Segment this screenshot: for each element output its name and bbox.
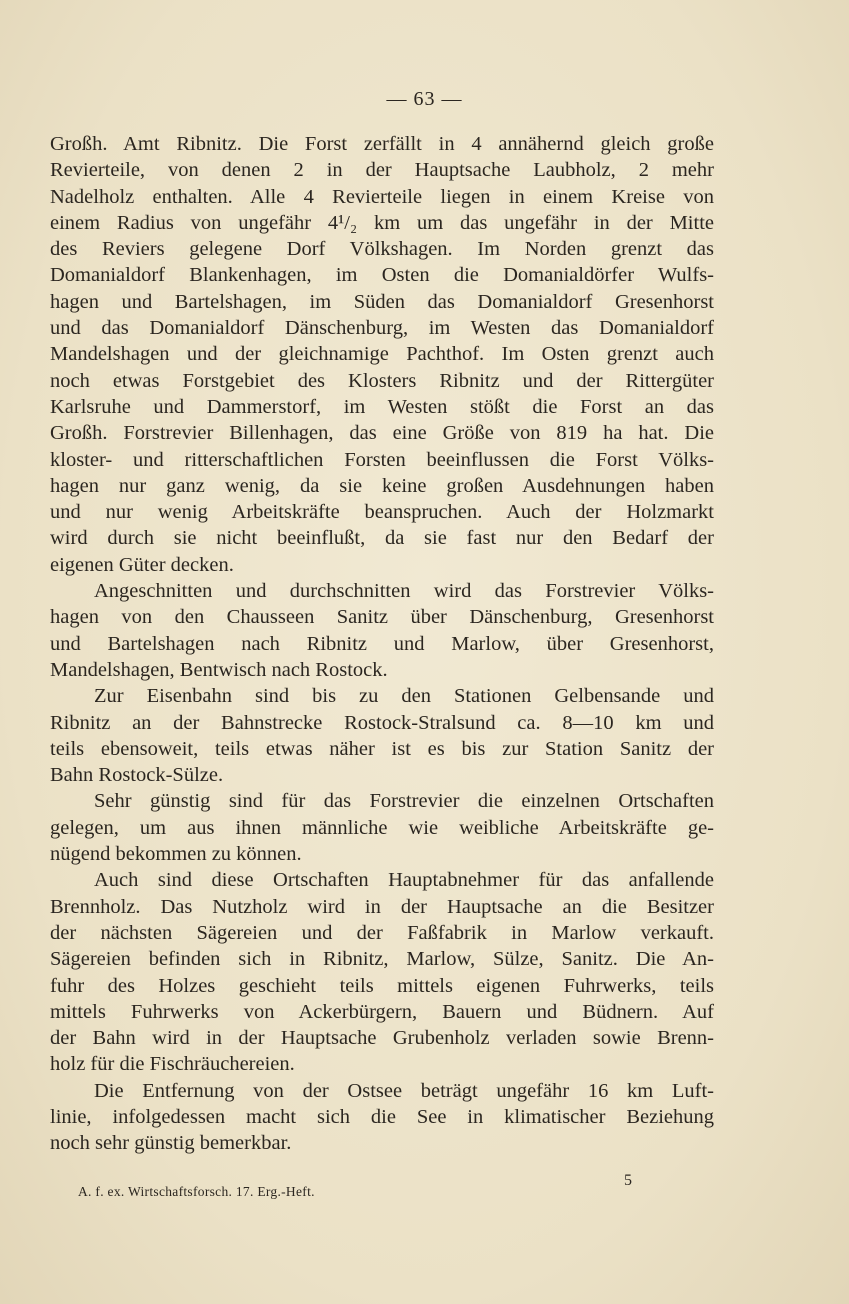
text-line: mittels Fuhrwerks von Ackerbürgern, Bauern und Büdnern. Auf [50,1000,714,1023]
text-line: Bahn Rostock-Sülze. [50,764,224,787]
text-line: Revierteile, von denen 2 in der Hauptsache Laubholz, 2 mehr [50,159,714,182]
text-line: Sägereien befinden sich in Ribnitz, Marlow, Sülze, Sanitz. Die An- [50,948,714,971]
text-line: linie, infolgedessen macht sich die See in klimatischer Beziehung [50,1105,714,1128]
text-line: eigenen Güter decken. [50,553,234,576]
text-line: und das Domanialdorf Dänschenburg, im Westen das Domanialdorf [50,317,714,340]
footer-sheet-number: 5 [624,1172,632,1189]
text-line: Großh. Forstrevier Billenhagen, das eine Größe von 819 ha hat. Die [50,422,714,445]
body-text [50,131,714,1157]
text-line: einem Radius von ungefähr 4¹/₂ km um das ungefähr in der Mitte [50,211,714,234]
text-line: Zur Eisenbahn sind bis zu den Stationen Gelbensande und [94,685,714,708]
text-line: der nächsten Sägereien und der Faßfabrik in Marlow verkauft. [50,921,714,944]
text-line: gelegen, um aus ihnen männliche wie weibliche Arbeitskräfte ge- [50,816,714,839]
text-line: Ribnitz an der Bahnstrecke Rostock-Stralsund ca. 8—10 km und [50,711,714,734]
text-line: Mandelshagen und der gleichnamige Pachthof. Im Osten grenzt auch [50,343,714,366]
text-line: Sehr günstig sind für das Forstrevier die einzelnen Ortschaften [94,790,714,813]
page-number-header: — 63 — [386,88,463,110]
text-line: wird durch sie nicht beeinflußt, da sie fast nur den Bedarf der [50,527,714,550]
text-line: Die Entfernung von der Ostsee beträgt ungefähr 16 km Luft- [94,1079,714,1102]
text-line: noch etwas Forstgebiet des Klosters Ribnitz und der Rittergüter [50,369,714,392]
text-line: teils ebensoweit, teils etwas näher ist es bis zur Station Sanitz der [50,737,714,760]
text-line: hagen und Bartelshagen, im Süden das Domanialdorf Gresenhorst [50,290,714,313]
text-line: Nadelholz enthalten. Alle 4 Revierteile liegen in einem Kreise von [50,185,714,208]
text-line: hagen nur ganz wenig, da sie keine großen Ausdehnungen haben [50,474,714,497]
text-line: des Reviers gelegene Dorf Völkshagen. Im Norden grenzt das [50,238,714,261]
text-line: Auch sind diese Ortschaften Hauptabnehmer für das anfallende [94,869,714,892]
text-line: Domanialdorf Blankenhagen, im Osten die Domanialdörfer Wulfs- [50,264,714,287]
text-line: der Bahn wird in der Hauptsache Grubenholz verladen sowie Brenn- [50,1027,714,1050]
text-line: und nur wenig Arbeitskräfte beanspruchen. Auch der Holzmarkt [50,501,714,524]
text-line: kloster- und ritterschaftlichen Forsten beeinflussen die Forst Völks- [50,448,714,471]
text-line: Mandelshagen, Bentwisch nach Rostock. [50,658,388,681]
text-line: holz für die Fischräuchereien. [50,1053,295,1076]
text-line: Karlsruhe und Dammerstorf, im Westen stößt die Forst an das [50,395,714,418]
text-line: Brennholz. Das Nutzholz wird in der Hauptsache an die Besitzer [50,895,714,918]
text-line: Angeschnitten und durchschnitten wird das Forstrevier Völks- [94,580,714,603]
text-line: noch sehr günstig bemerkbar. [50,1132,292,1155]
footer-signature: A. f. ex. Wirtschaftsforsch. 17. Erg.-Heft. [78,1184,315,1199]
text-line: hagen von den Chausseen Sanitz über Dänschenburg, Gresenhorst [50,606,714,629]
text-line: fuhr des Holzes geschieht teils mittels eigenen Fuhrwerks, teils [50,974,714,997]
text-line: Großh. Amt Ribnitz. Die Forst zerfällt in 4 annähernd gleich große [50,133,714,155]
text-line: und Bartelshagen nach Ribnitz und Marlow, über Gresenhorst, [50,632,714,655]
text-line: nügend bekommen zu können. [50,843,302,866]
